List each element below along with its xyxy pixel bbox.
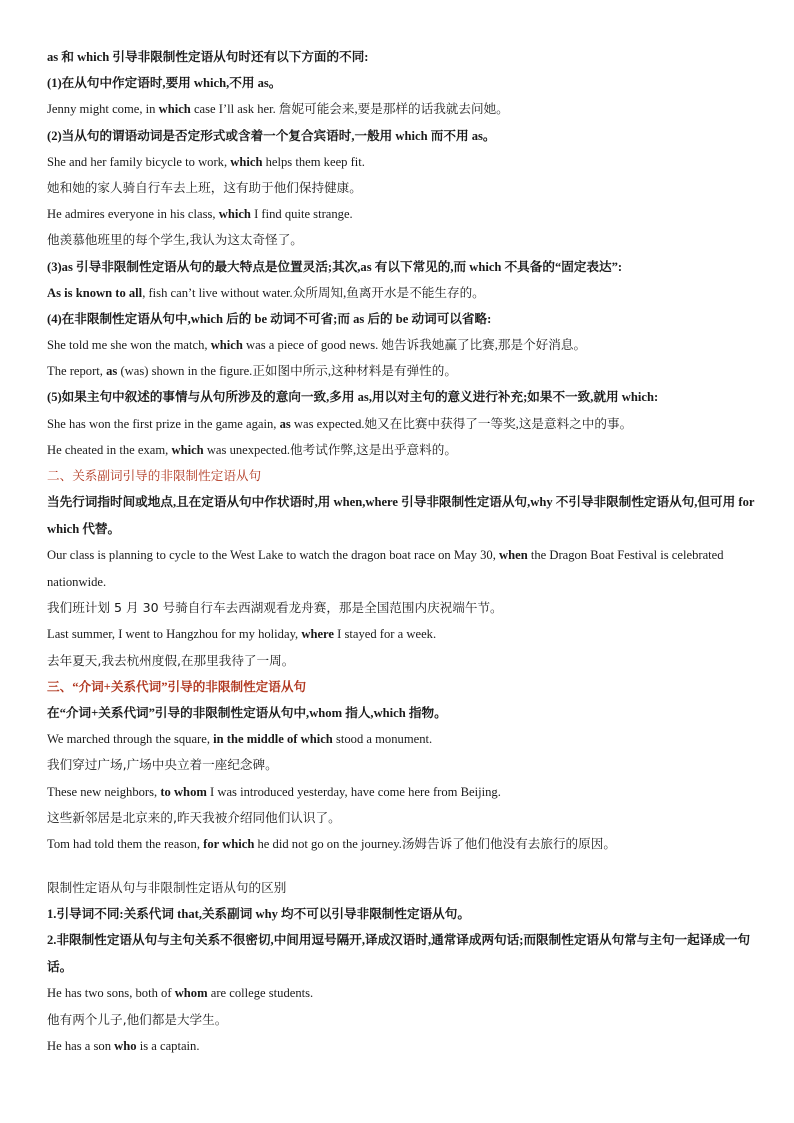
example-sentence: We marched through the square, in the middle of which stood a monument. — [47, 732, 433, 747]
example-sentence: He cheated in the exam, which was unexpected.他考试作弊,这是出乎意料的。 — [47, 442, 457, 457]
comparison-point-2: 2.非限制性定语从句与主句关系不很密切,中间用逗号隔开,译成汉语时,通常译成两句话;而限制性定语从句常与主句一起译成一句话。 — [47, 933, 751, 974]
example-translation: 我们班计划 5 月 30 号骑自行车去西湖观看龙舟赛，那是全国范围内庆祝端午节。 — [47, 600, 503, 616]
example-translation: 去年夏天,我去杭州度假,在那里我待了一周。 — [47, 652, 295, 668]
section-heading-relative-adverbs: 二、关系副词引导的非限制性定语从句 — [47, 468, 262, 483]
rule-1: (1)在从句中作定语时,要用 which,不用 as。 — [47, 76, 282, 91]
example-sentence: As is known to all, fish can’t live without water.众所周知,鱼离开水是不能生存的。 — [47, 285, 485, 300]
rule-4: (4)在非限制性定语从句中,which 后的 be 动词不可省;而 as 后的 be 动词可以省略: — [47, 311, 492, 326]
example-translation: 他羡慕他班里的每个学生,我认为这太奇怪了。 — [47, 232, 303, 248]
section-rule: 在“介词+关系代词”引导的非限制性定语从句中,whom 指人,which 指物。 — [47, 705, 447, 720]
section-heading-preposition-pronoun: 三、“介词+关系代词”引导的非限制性定语从句 — [47, 679, 307, 694]
spacer — [47, 857, 757, 875]
comparison-heading: 限制性定语从句与非限制性定语从句的区别 — [47, 880, 287, 896]
example-sentence: Jenny might come, in which case I’ll ask her. 詹妮可能会来,要是那样的话我就去问她。 — [47, 102, 509, 117]
example-sentence: He admires everyone in his class, which I find quite strange. — [47, 207, 353, 222]
comparison-point-1: 1.引导词不同:关系代词 that,关系副词 why 均不可以引导非限制性定语从句。 — [47, 907, 470, 922]
example-sentence: She and her family bicycle to work, which helps them keep fit. — [47, 154, 365, 169]
intro-heading: as 和 which 引导非限制性定语从句时还有以下方面的不同: — [47, 50, 369, 64]
example-translation: 这些新邻居是北京来的,昨天我被介绍同他们认识了。 — [47, 809, 341, 825]
example-sentence: Tom had told them the reason, for which he did not go on the journey.汤姆告诉了他们他没有去旅行的原因。 — [47, 836, 616, 851]
example-sentence: She has won the first prize in the game again, as was expected.她又在比赛中获得了一等奖,这是意料之中的事。 — [47, 416, 633, 431]
rule-5: (5)如果主句中叙述的事情与从句所涉及的意向一致,多用 as,用以对主句的意义进行补充;如果不一致,就用 which: — [47, 390, 659, 405]
example-sentence: She told me she won the match, which was a piece of good news. 她告诉我她赢了比赛,那是个好消息。 — [47, 338, 587, 353]
example-translation: 我们穿过广场,广场中央立着一座纪念碑。 — [47, 757, 278, 773]
example-translation: 他有两个儿子,他们都是大学生。 — [47, 1011, 228, 1027]
example-sentence: The report, as (was) shown in the figure.正如图中所示,这种材料是有弹性的。 — [47, 364, 457, 379]
example-sentence: He has two sons, both of whom are college students. — [47, 986, 314, 1001]
example-sentence: He has a son who is a captain. — [47, 1038, 200, 1053]
rule-2: (2)当从句的谓语动词是否定形式或含着一个复合宾语时,一般用 which 而不用 as。 — [47, 128, 496, 143]
example-sentence: These new neighbors, to whom I was introduced yesterday, have come here from Beijing. — [47, 784, 501, 799]
document-page — [47, 44, 757, 1059]
example-sentence: Our class is planning to cycle to the West Lake to watch the dragon boat race on May 30, when the Dragon Boat Festival is celebrated nationwide. — [47, 548, 724, 589]
example-translation: 她和她的家人骑自行车去上班，这有助于他们保持健康。 — [47, 179, 362, 195]
rule-3: (3)as 引导非限制性定语从句的最大特点是位置灵活;其次,as 有以下常见的,而 which 不具备的“固定表达”: — [47, 259, 623, 274]
section-rule: 当先行词指时间或地点,且在定语从句中作状语时,用 when,where 引导非限制性定语从句,why 不引导非限制性定语从句,但可用 for which 代替。 — [47, 495, 755, 536]
example-sentence: Last summer, I went to Hangzhou for my holiday, where I stayed for a week. — [47, 627, 437, 642]
